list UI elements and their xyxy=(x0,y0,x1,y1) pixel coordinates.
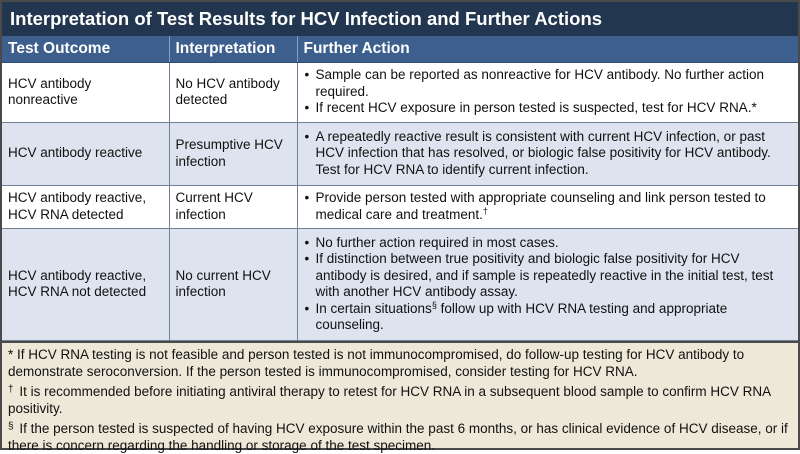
action-cell xyxy=(297,228,798,340)
header-row xyxy=(2,36,798,62)
action-item xyxy=(304,235,793,252)
footnote xyxy=(8,347,792,380)
interpretation-cell xyxy=(169,228,297,340)
action-item xyxy=(304,100,793,117)
outcome-cell xyxy=(2,122,169,185)
column-header-interpretation: Interpretation xyxy=(169,36,297,62)
action-text-tail: follow up with HCV RNA testing and appropriate counseling. xyxy=(315,300,728,332)
interpretation-text: Presumptive HCV infection xyxy=(175,137,283,169)
footnote-mark: * xyxy=(8,347,14,362)
column-header-outcome: Test Outcome xyxy=(2,36,169,62)
interpretation-cell xyxy=(169,185,297,228)
action-cell xyxy=(297,62,798,122)
footnote-text: If HCV RNA testing is not feasible and person tested is not immunocompromised, do follow-up testing for HCV antibody to demonstrate seroconversion. If the person tested is immunocompromised, consider testing for HCV RNA. xyxy=(8,347,745,379)
outcome-cell xyxy=(2,228,169,340)
outcome-text: HCV antibody reactive, HCV RNA not detected xyxy=(8,267,147,299)
table-row xyxy=(2,185,798,228)
footnote-text: If the person tested is suspected of having HCV exposure within the past 6 months, or has clinical evidence of HCV disease, or if there is concern regarding the handling or storage of the test specimen. xyxy=(8,421,788,453)
interpretation-text: No HCV antibody detected xyxy=(175,75,280,107)
action-item xyxy=(304,67,793,100)
table-row xyxy=(2,122,798,185)
action-list xyxy=(304,129,793,179)
outcome-cell xyxy=(2,185,169,228)
footnote-mark: § xyxy=(8,421,14,432)
action-list xyxy=(304,67,793,117)
action-text: In certain situations xyxy=(315,300,432,316)
table-row xyxy=(2,62,798,122)
table-title: Interpretation of Test Results for HCV Infection and Further Actions xyxy=(2,2,798,36)
action-list xyxy=(304,235,793,334)
action-text: If distinction between true positivity and biologic false positivity for HCV antibody is desired, and if sample is repeatedly reactive in the initial test, test with another HCV antibody assay. xyxy=(315,251,774,299)
action-cell xyxy=(297,122,798,185)
footnote-mark: * xyxy=(751,100,757,116)
action-text: A repeatedly reactive result is consistent with current HCV infection, or past HCV infection that has resolved, or biologic false positivity for HCV antibody. Test for HCV RNA to identify current infection. xyxy=(315,128,771,177)
action-text: Provide person tested with appropriate counseling and link person tested to medical care and treatment. xyxy=(315,190,766,222)
footnote xyxy=(8,384,792,417)
footnote-mark: § xyxy=(431,299,437,310)
interpretation-text: Current HCV infection xyxy=(175,190,253,222)
footnotes xyxy=(2,341,798,453)
outcome-cell: HCV antibody nonreactive xyxy=(2,62,169,122)
footnote xyxy=(8,421,792,454)
footnote-text: It is recommended before initiating antiviral therapy to retest for HCV RNA in a subsequent blood sample to confirm HCV RNA positivity. xyxy=(8,384,771,416)
interpretation-cell xyxy=(169,62,297,122)
action-item xyxy=(304,190,793,223)
outcome-text: HCV antibody reactive, HCV RNA detected xyxy=(8,190,147,222)
interpretation-text: No current HCV infection xyxy=(175,267,271,299)
outcome-text: HCV antibody reactive xyxy=(8,145,143,161)
action-list xyxy=(304,190,793,223)
interpretation-cell xyxy=(169,122,297,185)
column-header-action: Further Action xyxy=(297,36,798,62)
action-text: Sample can be reported as nonreactive for HCV antibody. No further action required. xyxy=(315,67,764,99)
action-item xyxy=(304,129,793,179)
footnote-mark: † xyxy=(482,205,488,216)
table-row xyxy=(2,228,798,340)
footnote-mark: † xyxy=(8,384,14,395)
action-text: If recent HCV exposure in person tested is suspected, test for HCV RNA. xyxy=(315,100,752,116)
results-table xyxy=(2,36,798,341)
action-text: No further action required in most cases. xyxy=(315,234,559,250)
action-item xyxy=(304,251,793,301)
action-item xyxy=(304,301,793,334)
action-cell xyxy=(297,185,798,228)
